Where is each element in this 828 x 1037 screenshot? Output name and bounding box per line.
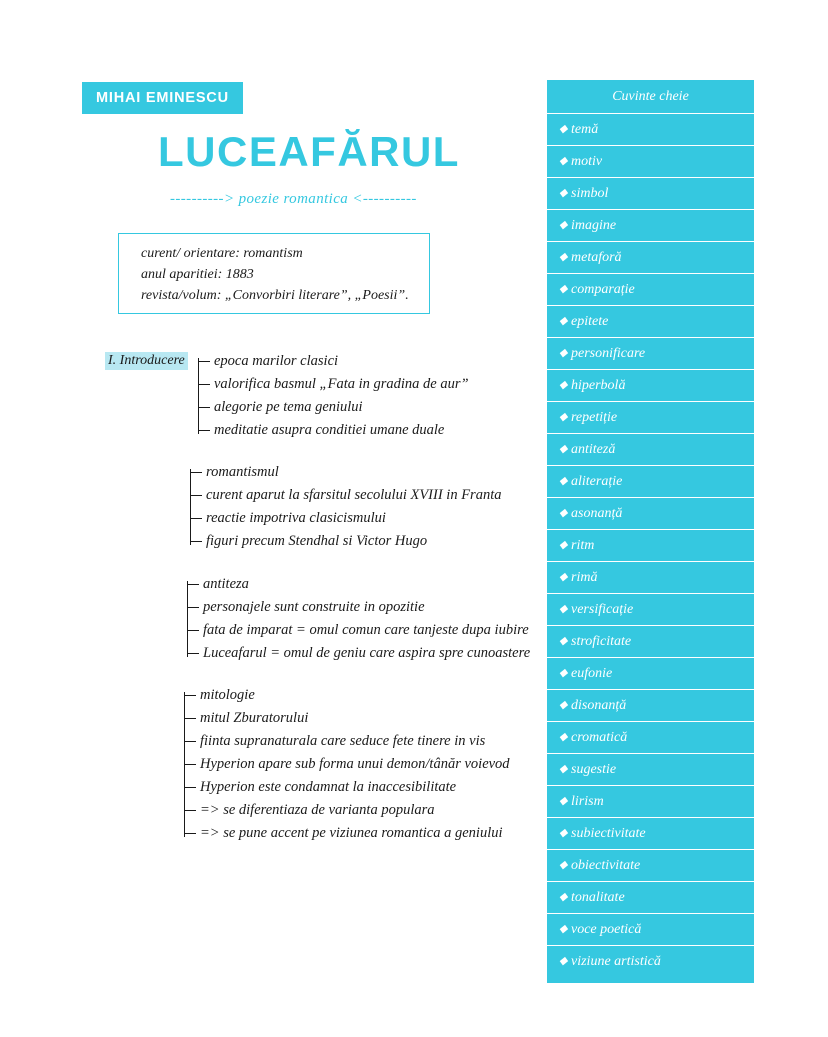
list-item: antiteza bbox=[203, 573, 530, 596]
diamond-bullet-icon: ◆ bbox=[559, 187, 568, 200]
diamond-bullet-icon: ◆ bbox=[559, 283, 568, 296]
keyword-label: imagine bbox=[571, 218, 617, 233]
bracket-group-romantism bbox=[190, 461, 501, 553]
keyword-label: versificație bbox=[571, 602, 634, 617]
bracket-spine bbox=[187, 581, 188, 657]
list-item: figuri precum Stendhal si Victor Hugo bbox=[206, 530, 501, 553]
diamond-bullet-icon: ◆ bbox=[559, 155, 568, 168]
diamond-bullet-icon: ◆ bbox=[559, 635, 568, 648]
keyword-label: sugestie bbox=[571, 762, 617, 777]
list-item: curent aparut la sfarsitul secolului XVIII in Franta bbox=[206, 484, 501, 507]
keyword-label: antiteză bbox=[571, 442, 616, 457]
list-item bbox=[547, 914, 754, 946]
keyword-label: cromatică bbox=[571, 730, 628, 745]
list-item bbox=[547, 786, 754, 818]
list-item: personajele sunt construite in opozitie bbox=[203, 596, 530, 619]
info-line-an: anul aparitiei: 1883 bbox=[141, 267, 254, 282]
diamond-bullet-icon: ◆ bbox=[559, 699, 568, 712]
list-item bbox=[547, 946, 754, 977]
list-item: valorifica basmul „Fata in gradina de aur” bbox=[214, 373, 469, 396]
bracket-group-antiteza bbox=[187, 573, 530, 665]
diamond-bullet-icon: ◆ bbox=[559, 379, 568, 392]
keyword-label: obiectivitate bbox=[571, 858, 641, 873]
list-item: meditatie asupra conditiei umane duale bbox=[214, 419, 469, 442]
keyword-label: aliterație bbox=[571, 474, 623, 489]
keyword-label: stroficitate bbox=[571, 634, 632, 649]
list-item bbox=[547, 370, 754, 402]
list-item bbox=[547, 882, 754, 914]
list-item bbox=[547, 146, 754, 178]
keywords-panel bbox=[547, 80, 754, 983]
list-item bbox=[547, 210, 754, 242]
info-line-revista: revista/volum: „Convorbiri literare”, „Poesii”. bbox=[141, 288, 409, 303]
bracket-group-introducere bbox=[198, 350, 469, 442]
diamond-bullet-icon: ◆ bbox=[559, 827, 568, 840]
bracket-spine bbox=[190, 469, 191, 545]
keyword-label: comparație bbox=[571, 282, 635, 297]
keyword-label: motiv bbox=[571, 154, 603, 169]
keyword-label: epitete bbox=[571, 314, 609, 329]
diamond-bullet-icon: ◆ bbox=[559, 539, 568, 552]
list-item bbox=[547, 594, 754, 626]
list-item: Hyperion apare sub forma unui demon/tânăr voievod bbox=[200, 753, 510, 776]
keyword-label: ritm bbox=[571, 538, 595, 553]
list-item: alegorie pe tema geniului bbox=[214, 396, 469, 419]
diamond-bullet-icon: ◆ bbox=[559, 347, 568, 360]
bracket-items bbox=[198, 350, 469, 442]
list-item bbox=[547, 242, 754, 274]
list-item bbox=[547, 434, 754, 466]
list-item: mitologie bbox=[200, 684, 510, 707]
info-box bbox=[118, 233, 430, 314]
diamond-bullet-icon: ◆ bbox=[559, 219, 568, 232]
keyword-label: tonalitate bbox=[571, 890, 625, 905]
list-item bbox=[547, 722, 754, 754]
list-item bbox=[547, 178, 754, 210]
diamond-bullet-icon: ◆ bbox=[559, 251, 568, 264]
list-item: romantismul bbox=[206, 461, 501, 484]
diamond-bullet-icon: ◆ bbox=[559, 475, 568, 488]
keyword-label: hiperbolă bbox=[571, 378, 626, 393]
list-item bbox=[547, 754, 754, 786]
keyword-label: asonanță bbox=[571, 506, 623, 521]
keyword-label: lirism bbox=[571, 794, 604, 809]
bracket-items bbox=[187, 573, 530, 665]
diamond-bullet-icon: ◆ bbox=[559, 411, 568, 424]
diamond-bullet-icon: ◆ bbox=[559, 571, 568, 584]
keyword-label: simbol bbox=[571, 186, 609, 201]
subtitle: ----------> poezie romantica <---------- bbox=[170, 191, 417, 207]
diamond-bullet-icon: ◆ bbox=[559, 731, 568, 744]
section-label-introducere: I. Introducere bbox=[105, 352, 188, 370]
list-item bbox=[547, 690, 754, 722]
keyword-label: personificare bbox=[571, 346, 646, 361]
info-line-curent: curent/ orientare: romantism bbox=[141, 246, 303, 261]
list-item bbox=[547, 274, 754, 306]
list-item bbox=[547, 658, 754, 690]
diamond-bullet-icon: ◆ bbox=[559, 859, 568, 872]
list-item bbox=[547, 402, 754, 434]
list-item bbox=[547, 306, 754, 338]
list-item bbox=[547, 114, 754, 146]
keyword-label: eufonie bbox=[571, 666, 613, 681]
list-item bbox=[547, 530, 754, 562]
diamond-bullet-icon: ◆ bbox=[559, 795, 568, 808]
keyword-label: metaforă bbox=[571, 250, 622, 265]
keywords-header: Cuvinte cheie bbox=[547, 80, 754, 114]
diamond-bullet-icon: ◆ bbox=[559, 763, 568, 776]
bracket-spine bbox=[198, 358, 199, 434]
list-item bbox=[547, 466, 754, 498]
author-badge: MIHAI EMINESCU bbox=[82, 82, 243, 114]
keyword-label: repetiție bbox=[571, 410, 618, 425]
list-item bbox=[547, 626, 754, 658]
keyword-label: rimă bbox=[571, 570, 598, 585]
list-item: => se pune accent pe viziunea romantica a geniului bbox=[200, 822, 510, 845]
list-item bbox=[547, 498, 754, 530]
diamond-bullet-icon: ◆ bbox=[559, 955, 568, 968]
bracket-items bbox=[190, 461, 501, 553]
list-item: Hyperion este condamnat la inaccesibilitate bbox=[200, 776, 510, 799]
list-item: fiinta supranaturala care seduce fete tinere in vis bbox=[200, 730, 510, 753]
list-item: => se diferentiaza de varianta populara bbox=[200, 799, 510, 822]
keyword-label: temă bbox=[571, 122, 599, 137]
keyword-label: subiectivitate bbox=[571, 826, 646, 841]
list-item: fata de imparat = omul comun care tanjeste dupa iubire bbox=[203, 619, 530, 642]
page-title: LUCEAFĂRUL bbox=[158, 128, 460, 175]
list-item bbox=[547, 338, 754, 370]
diamond-bullet-icon: ◆ bbox=[559, 667, 568, 680]
list-item bbox=[547, 562, 754, 594]
list-item: epoca marilor clasici bbox=[214, 350, 469, 373]
diamond-bullet-icon: ◆ bbox=[559, 315, 568, 328]
diamond-bullet-icon: ◆ bbox=[559, 891, 568, 904]
list-item: Luceafarul = omul de geniu care aspira spre cunoastere bbox=[203, 642, 530, 665]
keyword-label: disonanță bbox=[571, 698, 627, 713]
bracket-items bbox=[184, 684, 510, 845]
list-item: reactie impotriva clasicismului bbox=[206, 507, 501, 530]
list-item bbox=[547, 818, 754, 850]
diamond-bullet-icon: ◆ bbox=[559, 507, 568, 520]
list-item: mitul Zburatorului bbox=[200, 707, 510, 730]
diamond-bullet-icon: ◆ bbox=[559, 603, 568, 616]
keyword-label: voce poetică bbox=[571, 922, 642, 937]
list-item bbox=[547, 850, 754, 882]
diamond-bullet-icon: ◆ bbox=[559, 443, 568, 456]
bracket-group-mitologie bbox=[184, 684, 510, 845]
keyword-label: viziune artistică bbox=[571, 954, 661, 969]
diamond-bullet-icon: ◆ bbox=[559, 123, 568, 136]
diamond-bullet-icon: ◆ bbox=[559, 923, 568, 936]
